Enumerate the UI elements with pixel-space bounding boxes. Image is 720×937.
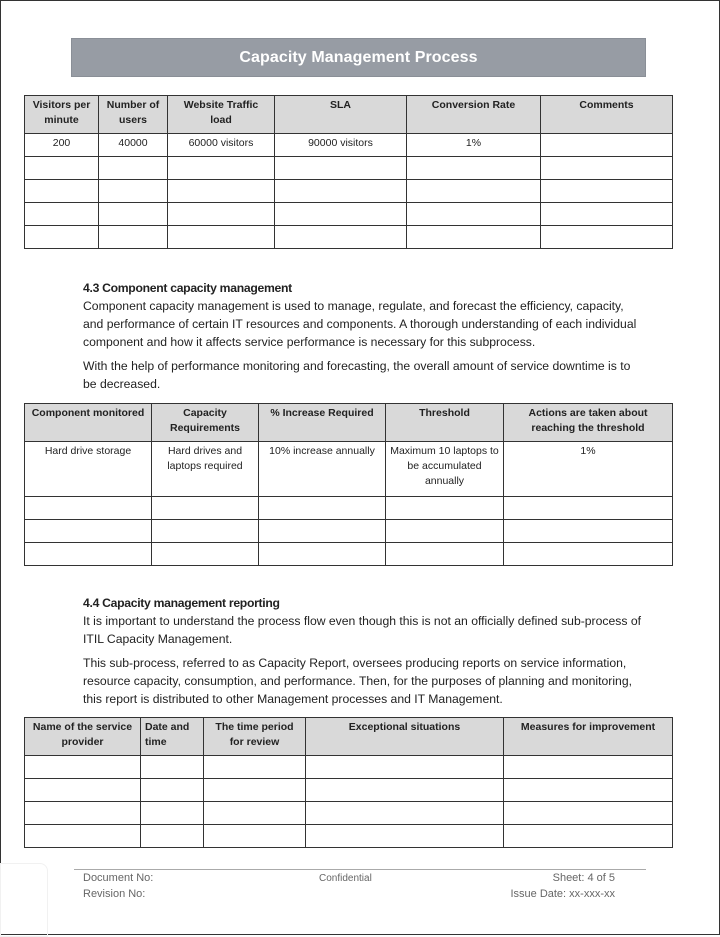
table-cell	[25, 802, 141, 825]
col-visitors-per-minute: Visitors per minute	[25, 96, 99, 134]
paragraph: Component capacity management is used to manage, regulate, and forecast the efficiency, capacity, and performance of certain IT resources and components. A thorough understanding of each individual component and how it affects service performance is necessary for this subprocess.	[83, 299, 637, 349]
table-cell: 1%	[504, 442, 673, 497]
table-cell	[259, 543, 386, 566]
table-row	[25, 520, 673, 543]
table-cell	[168, 180, 275, 203]
title-banner	[71, 38, 646, 77]
footer-divider	[74, 869, 646, 870]
table-row	[25, 802, 673, 825]
table-cell	[407, 157, 541, 180]
table-cell	[306, 802, 504, 825]
table-cell	[168, 226, 275, 249]
table-cell	[152, 520, 259, 543]
col-threshold: Threshold	[386, 404, 504, 442]
traffic-capacity-table	[24, 95, 673, 249]
table-cell	[306, 756, 504, 779]
section-4-4	[83, 594, 643, 714]
table-cell	[386, 497, 504, 520]
table-row	[25, 756, 673, 779]
paragraph: With the help of performance monitoring and forecasting, the overall amount of service downtime is to be decreased.	[83, 359, 631, 391]
table-row	[25, 442, 673, 497]
table-cell	[99, 226, 168, 249]
table-cell	[152, 497, 259, 520]
table-cell: 60000 visitors	[168, 134, 275, 157]
table-cell	[504, 825, 673, 848]
col-capacity-requirements: Capacity Requirements	[152, 404, 259, 442]
table-row	[25, 180, 673, 203]
table-cell	[25, 779, 141, 802]
table-cell	[306, 825, 504, 848]
table-cell	[25, 180, 99, 203]
table-cell	[25, 825, 141, 848]
table-row	[25, 134, 673, 157]
col-conversion-rate: Conversion Rate	[407, 96, 541, 134]
table-cell	[99, 157, 168, 180]
component-capacity-table	[24, 403, 673, 566]
table-cell	[541, 180, 673, 203]
table-cell	[306, 779, 504, 802]
table-cell	[152, 543, 259, 566]
col-percent-increase-required: % Increase Required	[259, 404, 386, 442]
table-cell: 1%	[407, 134, 541, 157]
table-cell	[99, 180, 168, 203]
table-cell	[25, 497, 152, 520]
table-row	[25, 543, 673, 566]
capacity-reporting-table	[24, 717, 673, 848]
section-heading: 4.3 Component capacity management	[83, 281, 292, 295]
table-cell	[168, 203, 275, 226]
side-panel-artifact	[0, 863, 48, 937]
col-sla: SLA	[275, 96, 407, 134]
table-cell	[541, 134, 673, 157]
table-cell	[141, 756, 204, 779]
table-cell	[141, 825, 204, 848]
table-cell: 200	[25, 134, 99, 157]
table-cell	[504, 497, 673, 520]
table-cell	[25, 203, 99, 226]
table-row	[25, 825, 673, 848]
col-service-provider-name: Name of the service provider	[25, 718, 141, 756]
table-cell	[407, 226, 541, 249]
table-header-row	[25, 404, 673, 442]
table-cell	[504, 520, 673, 543]
footer-sheet: Sheet: 4 of 5	[552, 872, 615, 884]
table-cell	[141, 779, 204, 802]
col-comments: Comments	[541, 96, 673, 134]
table-cell	[25, 226, 99, 249]
col-date-and-time: Date and time	[141, 718, 204, 756]
table-cell	[275, 157, 407, 180]
paragraph: It is important to understand the process flow even though this is not an officially defined sub-process of ITIL Capacity Management.	[83, 614, 642, 646]
footer-document-no: Document No:	[83, 872, 154, 884]
table-cell	[259, 520, 386, 543]
col-improvement-measures: Measures for improvement	[504, 718, 673, 756]
table-cell	[504, 543, 673, 566]
table-cell: 90000 visitors	[275, 134, 407, 157]
col-number-of-users: Number of users	[99, 96, 168, 134]
table-cell: 40000	[99, 134, 168, 157]
table-cell: 10% increase annually	[259, 442, 386, 497]
section-heading: 4.4 Capacity management reporting	[83, 596, 280, 610]
table-cell	[25, 756, 141, 779]
table-cell: Hard drives and laptops required	[152, 442, 259, 497]
col-component-monitored: Component monitored	[25, 404, 152, 442]
footer-issue-date: Issue Date: xx-xxx-xx	[510, 888, 615, 900]
col-review-period: The time period for review	[204, 718, 306, 756]
table-cell	[275, 203, 407, 226]
table-cell	[259, 497, 386, 520]
table-cell	[25, 520, 152, 543]
table-cell	[541, 226, 673, 249]
table-cell	[541, 157, 673, 180]
table-cell	[275, 226, 407, 249]
table-cell	[99, 203, 168, 226]
table-cell	[407, 180, 541, 203]
table-row	[25, 203, 673, 226]
table-cell	[386, 520, 504, 543]
table-cell: Hard drive storage	[25, 442, 152, 497]
paragraph: This sub-process, referred to as Capacity Report, oversees producing reports on service information, resource capacity, consumption, and performance. Then, for the purposes of planning and monitoring, this report is distributed to other Management processes and IT Management.	[83, 656, 632, 706]
table-cell: Maximum 10 laptops to be accumulated annually	[386, 442, 504, 497]
footer-confidential: Confidential	[319, 873, 372, 884]
table-cell	[204, 756, 306, 779]
table-cell	[504, 779, 673, 802]
table-cell	[275, 180, 407, 203]
table-cell	[541, 203, 673, 226]
table-cell	[141, 802, 204, 825]
table-row	[25, 157, 673, 180]
table-row	[25, 497, 673, 520]
table-cell	[25, 543, 152, 566]
table-row	[25, 779, 673, 802]
table-cell	[25, 157, 99, 180]
table-cell	[504, 756, 673, 779]
table-cell	[204, 825, 306, 848]
table-cell	[204, 802, 306, 825]
section-4-3	[83, 279, 643, 399]
table-cell	[386, 543, 504, 566]
col-actions-on-threshold: Actions are taken about reaching the threshold	[504, 404, 673, 442]
table-cell	[407, 203, 541, 226]
col-exceptional-situations: Exceptional situations	[306, 718, 504, 756]
table-cell	[204, 779, 306, 802]
document-title: Capacity Management Process	[239, 48, 478, 66]
table-header-row	[25, 96, 673, 134]
table-cell	[504, 802, 673, 825]
table-cell	[168, 157, 275, 180]
col-website-traffic-load: Website Traffic load	[168, 96, 275, 134]
footer-revision-no: Revision No:	[83, 888, 146, 900]
table-header-row	[25, 718, 673, 756]
table-row	[25, 226, 673, 249]
